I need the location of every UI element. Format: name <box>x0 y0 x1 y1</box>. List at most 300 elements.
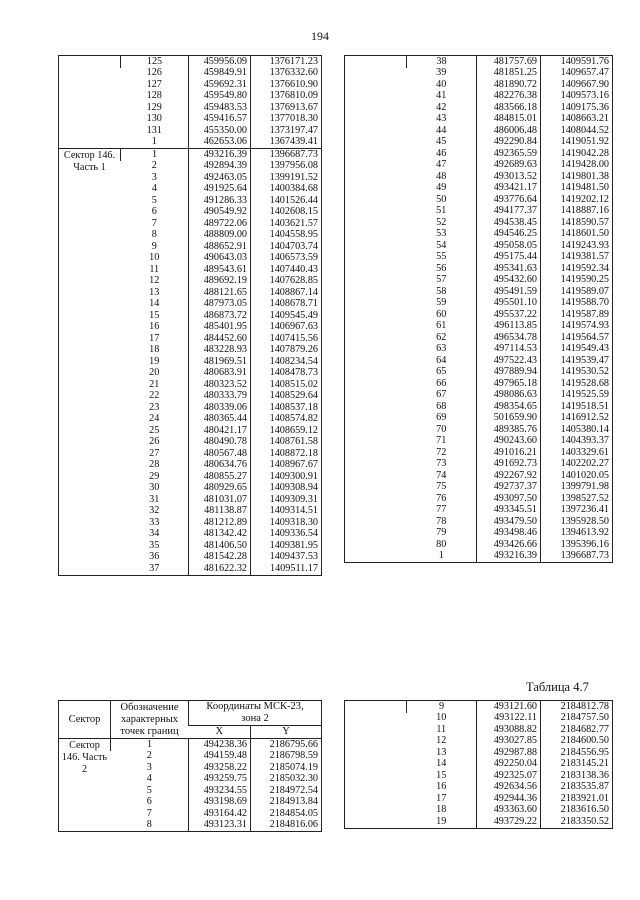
point-number-cell: 1 <box>438 550 444 562</box>
point-number-cell: 50 <box>436 194 447 205</box>
point-number-cell: 5 <box>146 785 152 796</box>
point-number-cell: 79 <box>436 527 447 539</box>
point-number-cell: 3 <box>151 172 157 183</box>
point-number-cell: 7 <box>151 218 157 229</box>
y-coordinate-cell: 1403621.57 <box>251 218 322 230</box>
y-coordinate-cell: 1419589.07 <box>541 286 613 298</box>
point-number-cell: 72 <box>436 447 447 458</box>
y-coordinate-cell: 1406573.59 <box>251 253 322 265</box>
header-x: X <box>189 726 251 739</box>
y-coordinate-cell: 1409511.17 <box>251 563 322 575</box>
y-coordinate-cell: 1407879.26 <box>251 345 322 357</box>
point-number-cell: 39 <box>436 67 447 79</box>
x-coordinate-cell: 490643.03 <box>189 253 251 265</box>
x-coordinate-cell: 493729.22 <box>477 816 541 828</box>
y-coordinate-cell: 1409300.91 <box>251 471 322 483</box>
x-coordinate-cell: 495501.10 <box>477 298 541 310</box>
point-number-cell: 48 <box>436 171 447 182</box>
x-coordinate-cell: 455350.00 <box>189 125 251 137</box>
point-number-cell: 52 <box>436 217 447 228</box>
point-number-cell: 16 <box>149 321 160 333</box>
y-coordinate-cell: 1376171.23 <box>251 56 322 68</box>
x-coordinate-cell: 488121.65 <box>189 287 251 299</box>
y-coordinate-cell: 1418590.57 <box>541 217 613 229</box>
y-coordinate-cell: 1377018.30 <box>251 114 322 126</box>
y-coordinate-cell: 1376810.09 <box>251 91 322 103</box>
x-coordinate-cell: 486006.48 <box>477 125 541 137</box>
x-coordinate-cell: 492689.63 <box>477 160 541 172</box>
y-coordinate-cell: 1408478.73 <box>251 368 322 380</box>
point-number-cell: 1 <box>151 136 157 148</box>
point-number-cell: 64 <box>436 355 447 366</box>
sector-cell <box>345 56 407 563</box>
point-number-cell: 70 <box>436 424 447 435</box>
x-coordinate-cell: 492987.88 <box>477 747 541 759</box>
x-coordinate-cell: 498354.65 <box>477 401 541 413</box>
y-coordinate-cell: 2183921.01 <box>541 793 613 805</box>
sector-cell: Сектор 146. Часть 1 <box>59 149 121 576</box>
header-y: Y <box>251 726 322 739</box>
x-coordinate-cell: 482276.38 <box>477 91 541 103</box>
page-number: 194 <box>311 29 329 43</box>
point-number-cell: 19 <box>436 816 447 827</box>
x-coordinate-cell: 493216.39 <box>477 551 541 563</box>
y-coordinate-cell: 2183350.52 <box>541 816 613 828</box>
x-coordinate-cell: 492250.04 <box>477 759 541 771</box>
x-coordinate-cell: 497965.18 <box>477 378 541 390</box>
point-number-cell: 10 <box>436 712 447 724</box>
point-number-cell: 38 <box>407 56 477 68</box>
y-coordinate-cell: 1408044.52 <box>541 125 613 137</box>
point-number-cell: 13 <box>436 747 447 758</box>
x-coordinate-cell: 492463.05 <box>189 172 251 184</box>
y-coordinate-cell: 1408967.67 <box>251 460 322 472</box>
point-number-cell: 63 <box>436 343 447 355</box>
point-number-cell: 58 <box>436 286 447 297</box>
y-coordinate-cell: 1419549.43 <box>541 344 613 356</box>
x-coordinate-cell: 495341.63 <box>477 263 541 275</box>
y-coordinate-cell: 1409657.47 <box>541 68 613 80</box>
header-points: Обозначение характерных точек границ <box>111 701 189 739</box>
point-number-cell: 62 <box>436 332 447 343</box>
point-number-cell: 7 <box>146 808 152 819</box>
point-number-cell: 1 <box>111 739 189 751</box>
y-coordinate-cell: 1408663.21 <box>541 114 613 126</box>
x-coordinate-cell: 480567.48 <box>189 448 251 460</box>
y-coordinate-cell: 1407415.56 <box>251 333 322 345</box>
x-coordinate-cell: 481342.42 <box>189 529 251 541</box>
point-number-cell: 74 <box>436 470 447 481</box>
y-coordinate-cell: 2184682.77 <box>541 724 613 736</box>
point-number-cell: 32 <box>149 505 160 517</box>
point-number-cell: 80 <box>436 539 447 550</box>
point-number-cell: 13 <box>149 287 160 298</box>
x-coordinate-cell: 498086.63 <box>477 390 541 402</box>
y-coordinate-cell: 1419051.92 <box>541 137 613 149</box>
y-coordinate-cell: 1408537.18 <box>251 402 322 414</box>
coordinates-table-top-right <box>344 55 613 563</box>
x-coordinate-cell: 492634.56 <box>477 782 541 794</box>
y-coordinate-cell: 1373197.47 <box>251 125 322 137</box>
x-coordinate-cell: 481212.89 <box>189 517 251 529</box>
y-coordinate-cell: 1409308.94 <box>251 483 322 495</box>
y-coordinate-cell: 1409573.16 <box>541 91 613 103</box>
x-coordinate-cell: 493198.69 <box>189 797 251 809</box>
y-coordinate-cell: 2186795.66 <box>251 739 322 751</box>
point-number-cell: 76 <box>436 493 447 504</box>
x-coordinate-cell: 493776.64 <box>477 194 541 206</box>
x-coordinate-cell: 480323.52 <box>189 379 251 391</box>
y-coordinate-cell: 1408872.18 <box>251 448 322 460</box>
x-coordinate-cell: 492267.92 <box>477 470 541 482</box>
coordinates-table-bottom-left <box>58 700 322 832</box>
x-coordinate-cell: 480683.91 <box>189 368 251 380</box>
table-row <box>345 56 613 68</box>
sector-cell <box>345 701 407 829</box>
y-coordinate-cell: 1409318.30 <box>251 517 322 529</box>
point-number-cell: 71 <box>436 435 447 447</box>
point-number-cell: 4 <box>146 773 152 785</box>
y-coordinate-cell: 1419530.52 <box>541 367 613 379</box>
point-number-cell: 36 <box>149 551 160 563</box>
point-number-cell: 14 <box>436 758 447 770</box>
point-number-cell: 73 <box>436 458 447 470</box>
y-coordinate-cell: 1408867.14 <box>251 287 322 299</box>
x-coordinate-cell: 490243.60 <box>477 436 541 448</box>
y-coordinate-cell: 1402202.27 <box>541 459 613 471</box>
x-coordinate-cell: 481138.87 <box>189 506 251 518</box>
y-coordinate-cell: 1403329.61 <box>541 447 613 459</box>
x-coordinate-cell: 480365.44 <box>189 414 251 426</box>
y-coordinate-cell: 1408529.64 <box>251 391 322 403</box>
point-number-cell: 3 <box>146 762 152 773</box>
y-coordinate-cell: 1407440.43 <box>251 264 322 276</box>
point-number-cell: 15 <box>149 310 160 321</box>
x-coordinate-cell: 480490.78 <box>189 437 251 449</box>
y-coordinate-cell: 1408515.02 <box>251 379 322 391</box>
x-coordinate-cell: 480855.27 <box>189 471 251 483</box>
x-coordinate-cell: 489543.61 <box>189 264 251 276</box>
x-coordinate-cell: 489692.19 <box>189 276 251 288</box>
y-coordinate-cell: 1367439.41 <box>251 137 322 149</box>
table-row <box>59 739 322 751</box>
x-coordinate-cell: 459549.80 <box>189 91 251 103</box>
x-coordinate-cell: 481851.25 <box>477 68 541 80</box>
point-number-cell: 127 <box>146 79 162 90</box>
x-coordinate-cell: 480634.76 <box>189 460 251 472</box>
x-coordinate-cell: 494538.45 <box>477 217 541 229</box>
point-number-cell: 9 <box>151 241 157 252</box>
y-coordinate-cell: 1419587.89 <box>541 309 613 321</box>
y-coordinate-cell: 1408761.58 <box>251 437 322 449</box>
point-number-cell: 9 <box>407 701 477 713</box>
point-number-cell: 2 <box>146 750 152 762</box>
y-coordinate-cell: 1408678.71 <box>251 299 322 311</box>
x-coordinate-cell: 493258.22 <box>189 762 251 774</box>
y-coordinate-cell: 1409381.95 <box>251 540 322 552</box>
point-number-cell: 31 <box>149 494 160 505</box>
header-sector: Сектор <box>59 701 111 739</box>
point-number-cell: 45 <box>436 136 447 148</box>
y-coordinate-cell: 1405380.14 <box>541 424 613 436</box>
point-number-cell: 57 <box>436 274 447 286</box>
y-coordinate-cell: 2184854.05 <box>251 808 322 820</box>
y-coordinate-cell: 1419428.00 <box>541 160 613 172</box>
sector-cell <box>59 56 121 149</box>
y-coordinate-cell: 1419592.34 <box>541 263 613 275</box>
x-coordinate-cell: 481622.32 <box>189 563 251 575</box>
y-coordinate-cell: 1408659.12 <box>251 425 322 437</box>
y-coordinate-cell: 1419042.28 <box>541 148 613 160</box>
table-caption: Таблица 4.7 <box>526 680 589 694</box>
point-number-cell: 17 <box>436 793 447 804</box>
y-coordinate-cell: 1419202.12 <box>541 194 613 206</box>
point-number-cell: 47 <box>436 159 447 171</box>
point-number-cell: 14 <box>149 298 160 310</box>
x-coordinate-cell: 489385.76 <box>477 424 541 436</box>
point-number-cell: 24 <box>149 413 160 425</box>
x-coordinate-cell: 488809.00 <box>189 230 251 242</box>
x-coordinate-cell: 481031.07 <box>189 494 251 506</box>
x-coordinate-cell: 497889.94 <box>477 367 541 379</box>
point-number-cell: 37 <box>149 563 160 574</box>
x-coordinate-cell: 459956.09 <box>189 56 251 68</box>
y-coordinate-cell: 1419518.51 <box>541 401 613 413</box>
x-coordinate-cell: 493121.60 <box>477 701 541 713</box>
point-number-cell: 77 <box>436 504 447 516</box>
y-coordinate-cell: 2183616.50 <box>541 805 613 817</box>
y-coordinate-cell: 1409175.36 <box>541 102 613 114</box>
x-coordinate-cell: 481757.69 <box>477 56 541 68</box>
y-coordinate-cell: 1419381.57 <box>541 252 613 264</box>
x-coordinate-cell: 492737.37 <box>477 482 541 494</box>
point-number-cell: 49 <box>436 182 447 194</box>
point-number-cell: 11 <box>149 264 160 275</box>
x-coordinate-cell: 459483.53 <box>189 102 251 114</box>
point-number-cell: 23 <box>149 402 160 413</box>
x-coordinate-cell: 481969.51 <box>189 356 251 368</box>
point-number-cell: 17 <box>149 333 160 344</box>
x-coordinate-cell: 493097.50 <box>477 493 541 505</box>
point-number-cell: 30 <box>149 482 160 494</box>
y-coordinate-cell: 1404393.37 <box>541 436 613 448</box>
y-coordinate-cell: 1419564.57 <box>541 332 613 344</box>
y-coordinate-cell: 1419481.50 <box>541 183 613 195</box>
x-coordinate-cell: 493027.85 <box>477 736 541 748</box>
x-coordinate-cell: 493363.60 <box>477 805 541 817</box>
point-number-cell: 8 <box>151 229 157 241</box>
x-coordinate-cell: 462653.06 <box>189 137 251 149</box>
point-number-cell: 130 <box>146 113 162 125</box>
point-number-cell: 60 <box>436 309 447 320</box>
x-coordinate-cell: 493479.50 <box>477 516 541 528</box>
y-coordinate-cell: 1401526.44 <box>251 195 322 207</box>
y-coordinate-cell: 1401020.05 <box>541 470 613 482</box>
y-coordinate-cell: 1394613.92 <box>541 528 613 540</box>
point-number-cell: 29 <box>149 471 160 482</box>
point-number-cell: 1 <box>121 149 189 161</box>
x-coordinate-cell: 493498.46 <box>477 528 541 540</box>
point-number-cell: 51 <box>436 205 447 217</box>
y-coordinate-cell: 1408574.82 <box>251 414 322 426</box>
point-number-cell: 68 <box>436 401 447 412</box>
sector-cell: Сектор 146. Часть 2 <box>61 740 108 775</box>
y-coordinate-cell: 1396687.73 <box>541 551 613 563</box>
x-coordinate-cell: 492894.39 <box>189 161 251 173</box>
point-number-cell: 40 <box>436 79 447 90</box>
y-coordinate-cell: 1409591.76 <box>541 56 613 68</box>
y-coordinate-cell: 2184757.50 <box>541 713 613 725</box>
y-coordinate-cell: 1419574.93 <box>541 321 613 333</box>
y-coordinate-cell: 1399191.52 <box>251 172 322 184</box>
x-coordinate-cell: 480333.79 <box>189 391 251 403</box>
y-coordinate-cell: 1406967.63 <box>251 322 322 334</box>
point-number-cell: 26 <box>149 436 160 448</box>
y-coordinate-cell: 2184600.50 <box>541 736 613 748</box>
x-coordinate-cell: 492944.36 <box>477 793 541 805</box>
x-coordinate-cell: 493426.66 <box>477 539 541 551</box>
table-row <box>345 701 613 713</box>
y-coordinate-cell: 1404703.74 <box>251 241 322 253</box>
y-coordinate-cell: 2184972.54 <box>251 785 322 797</box>
point-number-cell: 12 <box>149 275 160 287</box>
y-coordinate-cell: 1376610.90 <box>251 79 322 91</box>
x-coordinate-cell: 494546.25 <box>477 229 541 241</box>
x-coordinate-cell: 491016.21 <box>477 447 541 459</box>
point-number-cell: 6 <box>151 206 157 218</box>
x-coordinate-cell: 491286.33 <box>189 195 251 207</box>
x-coordinate-cell: 493164.42 <box>189 808 251 820</box>
point-number-cell: 53 <box>436 228 447 240</box>
coordinates-table-bottom-right <box>344 700 613 829</box>
y-coordinate-cell: 1419243.93 <box>541 240 613 252</box>
point-number-cell: 16 <box>436 781 447 793</box>
point-number-cell: 10 <box>149 252 160 264</box>
x-coordinate-cell: 492290.84 <box>477 137 541 149</box>
point-number-cell: 46 <box>436 148 447 159</box>
point-number-cell: 59 <box>436 297 447 309</box>
point-number-cell: 4 <box>151 183 157 195</box>
x-coordinate-cell: 480929.65 <box>189 483 251 495</box>
y-coordinate-cell: 2184913.84 <box>251 797 322 809</box>
x-coordinate-cell: 493259.75 <box>189 774 251 786</box>
x-coordinate-cell: 495058.05 <box>477 240 541 252</box>
x-coordinate-cell: 487973.05 <box>189 299 251 311</box>
point-number-cell: 54 <box>436 240 447 251</box>
x-coordinate-cell: 491692.73 <box>477 459 541 471</box>
y-coordinate-cell: 1376913.67 <box>251 102 322 114</box>
y-coordinate-cell: 1395928.50 <box>541 516 613 528</box>
point-number-cell: 22 <box>149 390 160 402</box>
x-coordinate-cell: 481542.28 <box>189 552 251 564</box>
point-number-cell: 5 <box>151 195 157 206</box>
point-number-cell: 21 <box>149 379 160 390</box>
y-coordinate-cell: 1396687.73 <box>251 149 322 161</box>
point-number-cell: 43 <box>436 113 447 125</box>
x-coordinate-cell: 492365.59 <box>477 148 541 160</box>
y-coordinate-cell: 1418887.16 <box>541 206 613 218</box>
x-coordinate-cell: 459416.57 <box>189 114 251 126</box>
y-coordinate-cell: 2186798.59 <box>251 751 322 763</box>
x-coordinate-cell: 486873.72 <box>189 310 251 322</box>
y-coordinate-cell: 1409667.90 <box>541 79 613 91</box>
point-number-cell: 11 <box>436 724 447 735</box>
y-coordinate-cell: 1402608.15 <box>251 207 322 219</box>
point-number-cell: 19 <box>149 356 160 367</box>
y-coordinate-cell: 1409336.54 <box>251 529 322 541</box>
y-coordinate-cell: 1419588.70 <box>541 298 613 310</box>
y-coordinate-cell: 1408234.54 <box>251 356 322 368</box>
y-coordinate-cell: 1407628.85 <box>251 276 322 288</box>
x-coordinate-cell: 483228.93 <box>189 345 251 357</box>
x-coordinate-cell: 493123.31 <box>189 820 251 832</box>
x-coordinate-cell: 494238.36 <box>189 739 251 751</box>
x-coordinate-cell: 480339.06 <box>189 402 251 414</box>
point-number-cell: 128 <box>146 90 162 102</box>
point-number-cell: 34 <box>149 528 160 540</box>
table-row <box>59 56 322 68</box>
y-coordinate-cell: 2184816.06 <box>251 820 322 832</box>
point-number-cell: 56 <box>436 263 447 274</box>
point-number-cell: 125 <box>121 56 189 68</box>
point-number-cell: 55 <box>436 251 447 263</box>
x-coordinate-cell: 484452.60 <box>189 333 251 345</box>
point-number-cell: 12 <box>436 735 447 747</box>
x-coordinate-cell: 494159.48 <box>189 751 251 763</box>
x-coordinate-cell: 493421.17 <box>477 183 541 195</box>
x-coordinate-cell: 485401.95 <box>189 322 251 334</box>
x-coordinate-cell: 493122.11 <box>477 713 541 725</box>
point-number-cell: 25 <box>149 425 160 436</box>
x-coordinate-cell: 483566.18 <box>477 102 541 114</box>
point-number-cell: 61 <box>436 320 447 332</box>
y-coordinate-cell: 2183138.36 <box>541 770 613 782</box>
point-number-cell: 20 <box>149 367 160 379</box>
point-number-cell: 66 <box>436 378 447 389</box>
y-coordinate-cell: 2183535.87 <box>541 782 613 794</box>
x-coordinate-cell: 493088.82 <box>477 724 541 736</box>
y-coordinate-cell: 1409309.31 <box>251 494 322 506</box>
y-coordinate-cell: 1419528.68 <box>541 378 613 390</box>
y-coordinate-cell: 1376332.60 <box>251 68 322 80</box>
point-number-cell: 15 <box>436 770 447 781</box>
point-number-cell: 35 <box>149 540 160 551</box>
y-coordinate-cell: 2185032.30 <box>251 774 322 786</box>
point-number-cell: 65 <box>436 366 447 378</box>
point-number-cell: 78 <box>436 516 447 527</box>
y-coordinate-cell: 1409314.51 <box>251 506 322 518</box>
point-number-cell: 126 <box>146 67 162 79</box>
point-number-cell: 28 <box>149 459 160 471</box>
header-coordinates: Координаты МСК-23, зона 2 <box>189 701 322 726</box>
x-coordinate-cell: 497522.43 <box>477 355 541 367</box>
x-coordinate-cell: 496534.78 <box>477 332 541 344</box>
table-row <box>59 149 322 161</box>
x-coordinate-cell: 481406.50 <box>189 540 251 552</box>
point-number-cell: 8 <box>146 819 152 831</box>
x-coordinate-cell: 495537.22 <box>477 309 541 321</box>
y-coordinate-cell: 1395396.16 <box>541 539 613 551</box>
x-coordinate-cell: 501659.90 <box>477 413 541 425</box>
x-coordinate-cell: 481890.72 <box>477 79 541 91</box>
point-number-cell: 69 <box>436 412 447 424</box>
x-coordinate-cell: 495491.59 <box>477 286 541 298</box>
x-coordinate-cell: 496113.85 <box>477 321 541 333</box>
y-coordinate-cell: 1416912.52 <box>541 413 613 425</box>
y-coordinate-cell: 2185074.19 <box>251 762 322 774</box>
point-number-cell: 67 <box>436 389 447 401</box>
y-coordinate-cell: 2183145.21 <box>541 759 613 771</box>
